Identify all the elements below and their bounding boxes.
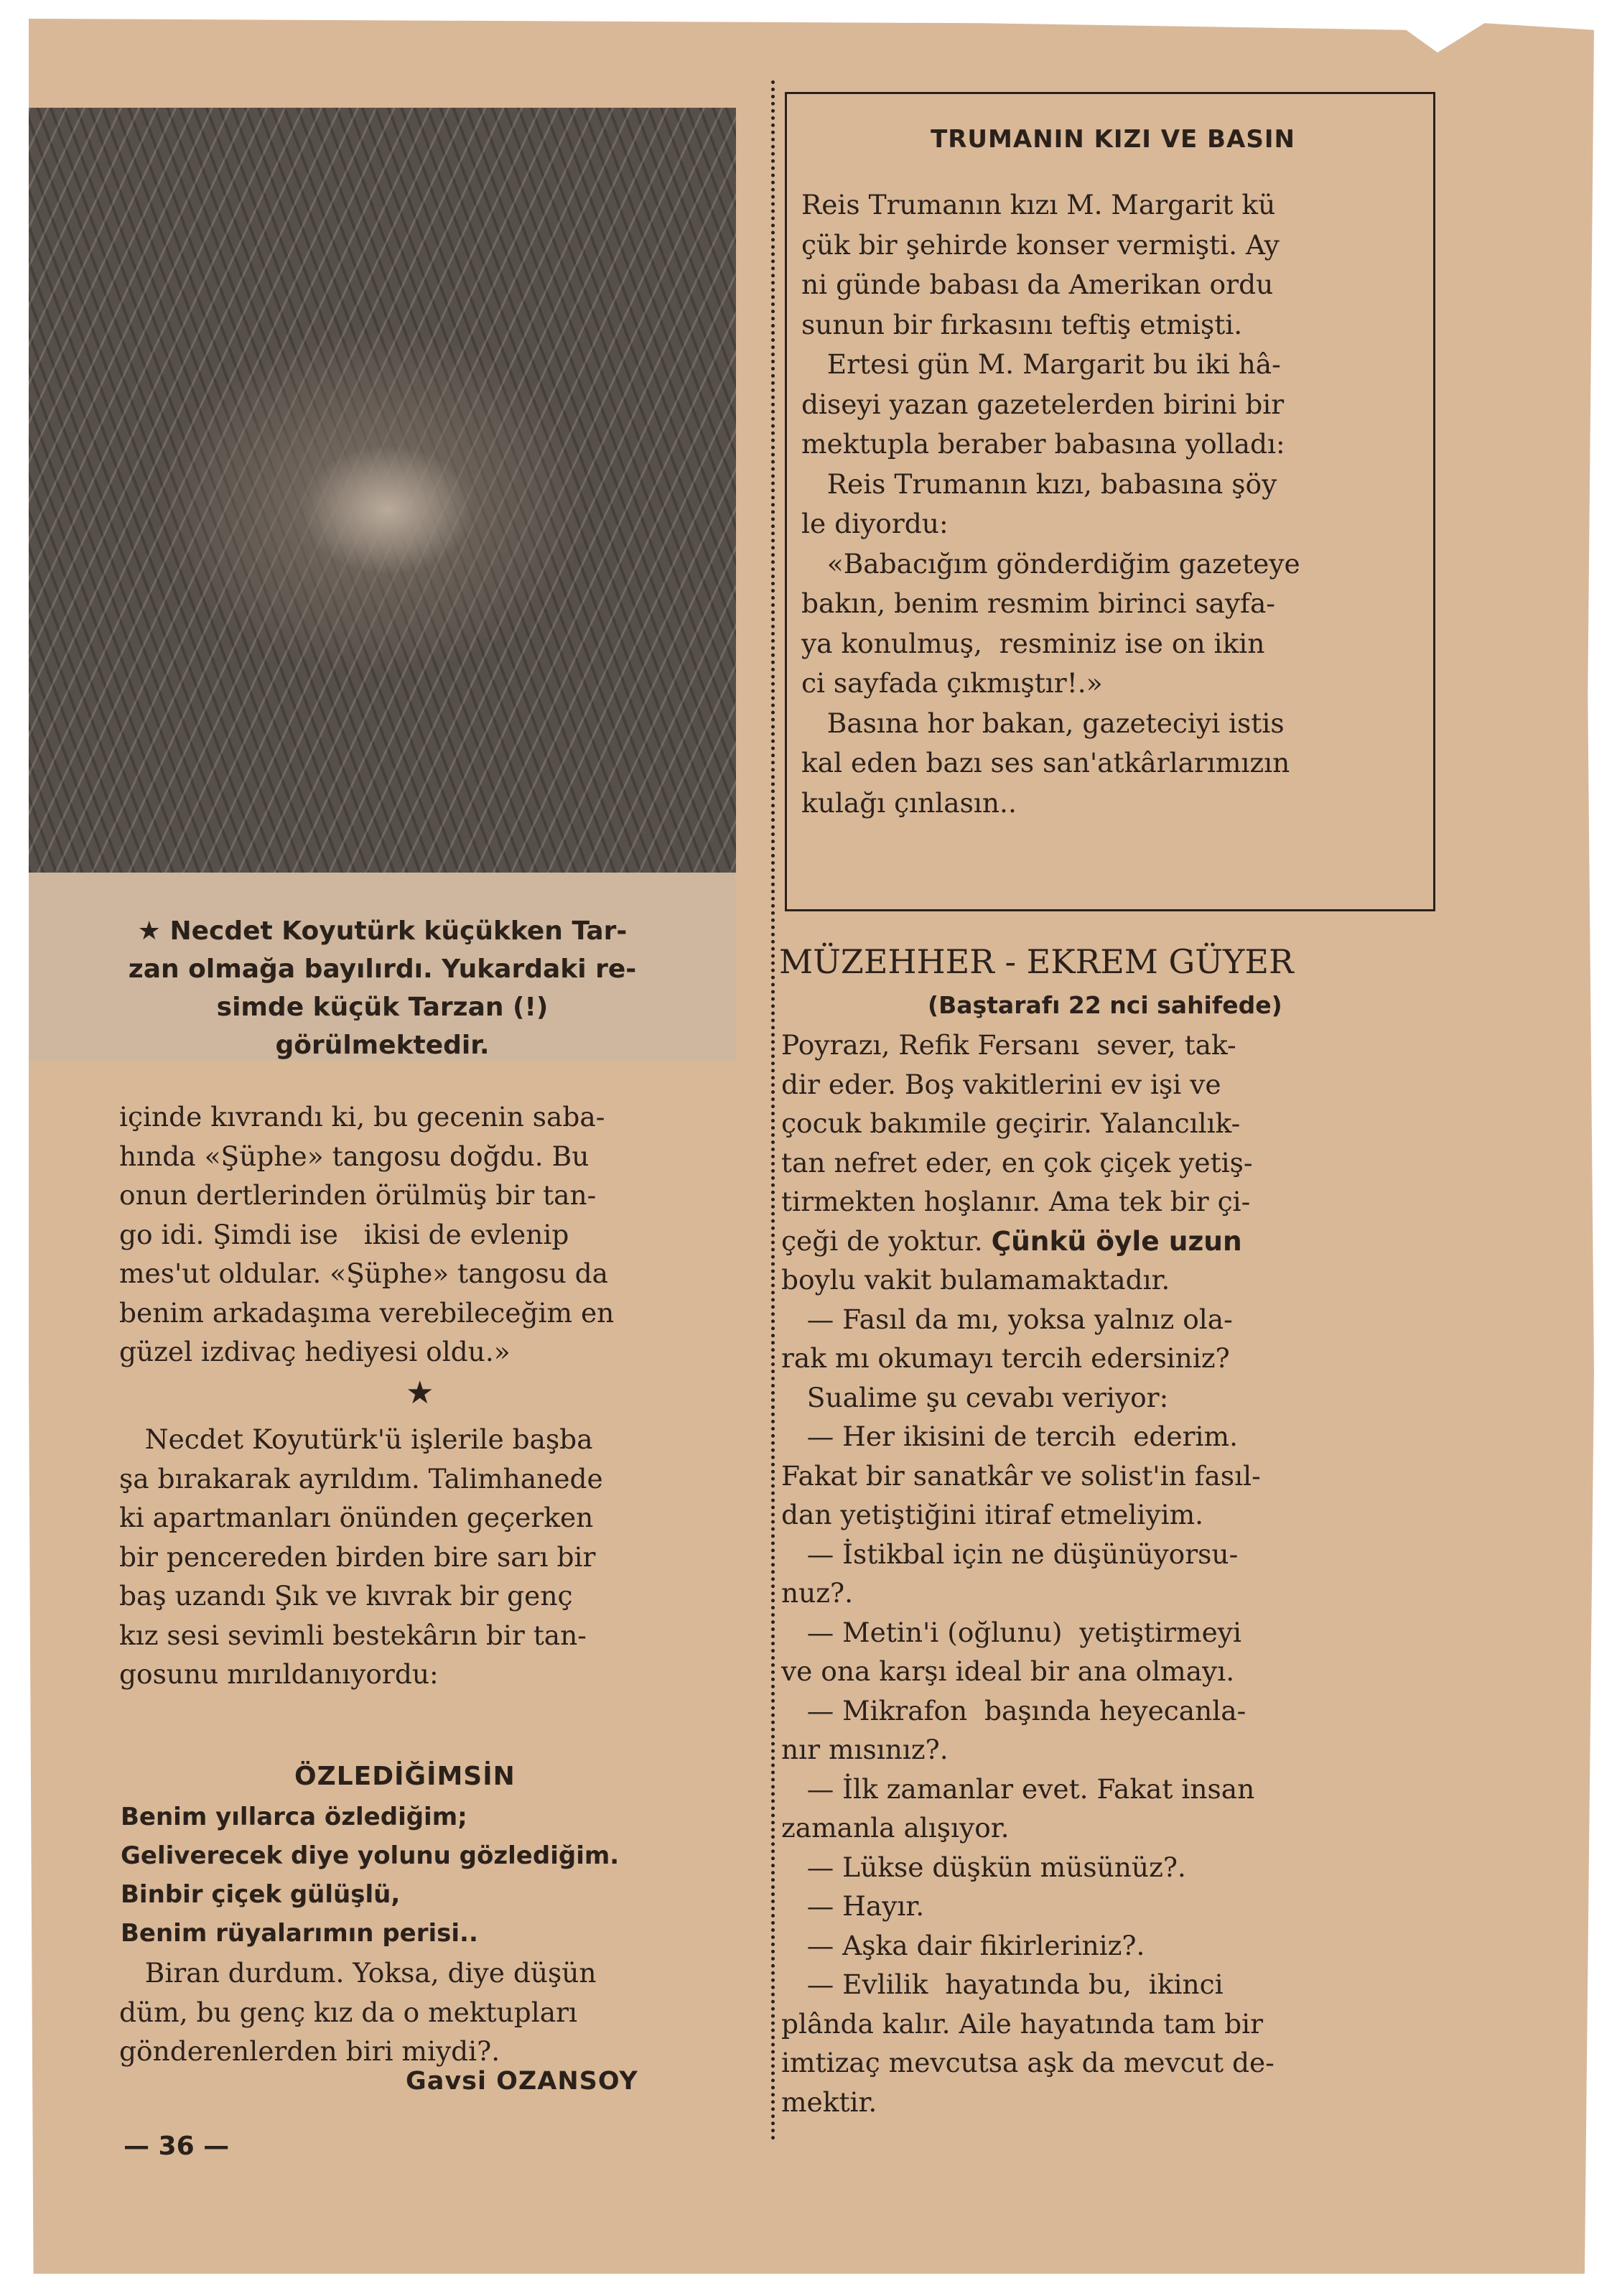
column-divider [771, 80, 775, 2142]
story-paragraph-3: Biran durdum. Yoksa, diye düşün düm, bu genç kız da o mektupları gönderenlerden biri miydi?. [119, 1957, 597, 2067]
song-poem: Benim yıllarca özlediğim; Geliverecek diye yolunu gözlediğim. Binbir çiçek gülüşlü, Benim rüyalarımın perisi.. [121, 1803, 620, 1948]
star-separator: ★ [406, 1375, 434, 1411]
tarzan-photo [29, 108, 736, 873]
truman-article-body: Reis Trumanın kızı M. Margarit kü çük bir şehirde konser vermişti. Ay ni günde babası da Amerikan ordu sunun bir fırkasını teftiş etmişti. Ertesi gün M. Margarit bu iki hâ- diseyi yazan gazetelerden birini bir mektupla beraber babasına yolladı: Reis Trumanın kızı, babasına şöy le diyordu: «Babacığım gönderdiğim gazeteye bakın, benim resmim birinci sayfa- ya konulmuş, resminiz ise on ikin ci sayfada çıkmıştır!.» Basına hor bakan, gazeteciyi istis kal eden bazı ses san'atkârlarımızın kulağı çınlasın.. [801, 189, 1300, 819]
caption-line: zan olmağa bayılırdı. Yukardaki re- [128, 954, 637, 984]
muzehher-article-body [781, 1026, 1275, 2121]
story-paragraph-1: içinde kıvrandı ki, bu gecenin saba- hında «Şüphe» tangosu doğdu. Bu onun dertlerinden örülmüş bir tan- go idi. Şimdi ise ikisi de evlenip mes'ut oldular. «Şüphe» tangosu da benim arkadaşıma verebileceğim en güzel izdivaç hediyesi oldu.» [119, 1101, 615, 1367]
caption-line: ★ Necdet Koyutürk küçükken Tar- [137, 916, 628, 946]
page-number: — 36 — [124, 2132, 230, 2161]
caption-line: simde küçük Tarzan (!) [216, 993, 549, 1022]
muzehher-article-subtitle: (Baştarafı 22 nci sahifede) [928, 991, 1282, 1019]
body-text: boylu vakit bulamamaktadır. — Fasıl da mı, yoksa yalnız ola- rak mı okumayı tercih edersiniz? Sualime şu cevabı veriyor: — Her ikisini de tercih ederim. Fakat bir sanatkâr ve solist'in fasıl- dan yetiştiğini itiraf etmeliyim. — İstikbal için ne düşünüyorsu- nuz?. — Metin'i (oğlunu) yetiştirmeyi ve ona karşı ideal bir ana olmayı. — Mikrafon başında heyecanla- nır mısınız?. — İlk zamanlar evet. Fakat insan zamanla alışıyor. — Lükse düşkün müsünüz?. — Hayır. — Aşka dair fikirleriniz?. — Evlilik hayatında bu, ikinci plânda kalır. Aile hayatında tam bir imtizaç mevcutsa aşk da mevcut de- mektir. [781, 1264, 1275, 2118]
story-paragraph-2: Necdet Koyutürk'ü işlerile başba şa bırakarak ayrıldım. Talimhanede ki apartmanları önünden geçerken bir pencereden birden bire sarı bir baş uzandı Şık ve kıvrak bir genç kız sesi sevimli bestekârın bir tan- gosunu mırıldanıyordu: [119, 1423, 603, 1690]
caption-line: görülmektedir. [275, 1031, 490, 1060]
photo-caption [29, 912, 736, 1064]
muzehher-article-title: MÜZEHHER - EKREM GÜYER [779, 942, 1294, 981]
body-text: Poyrazı, Refik Fersanı sever, tak- dir eder. Boş vakitlerini ev işi ve çocuk bakımile geçirir. Yalancılık- tan nefret eder, en çok çiçek yetiş- tirmekten hoşlanır. Ama tek bir çi- çeği de yoktur. [781, 1029, 1253, 1257]
author-name: Gavsi OZANSOY [406, 2067, 638, 2096]
truman-article-title: TRUMANIN KIZI VE BASIN [931, 125, 1295, 154]
bold-phrase: Çünkü öyle uzun [991, 1224, 1242, 1257]
song-title: ÖZLEDİĞİMSİN [294, 1762, 516, 1791]
